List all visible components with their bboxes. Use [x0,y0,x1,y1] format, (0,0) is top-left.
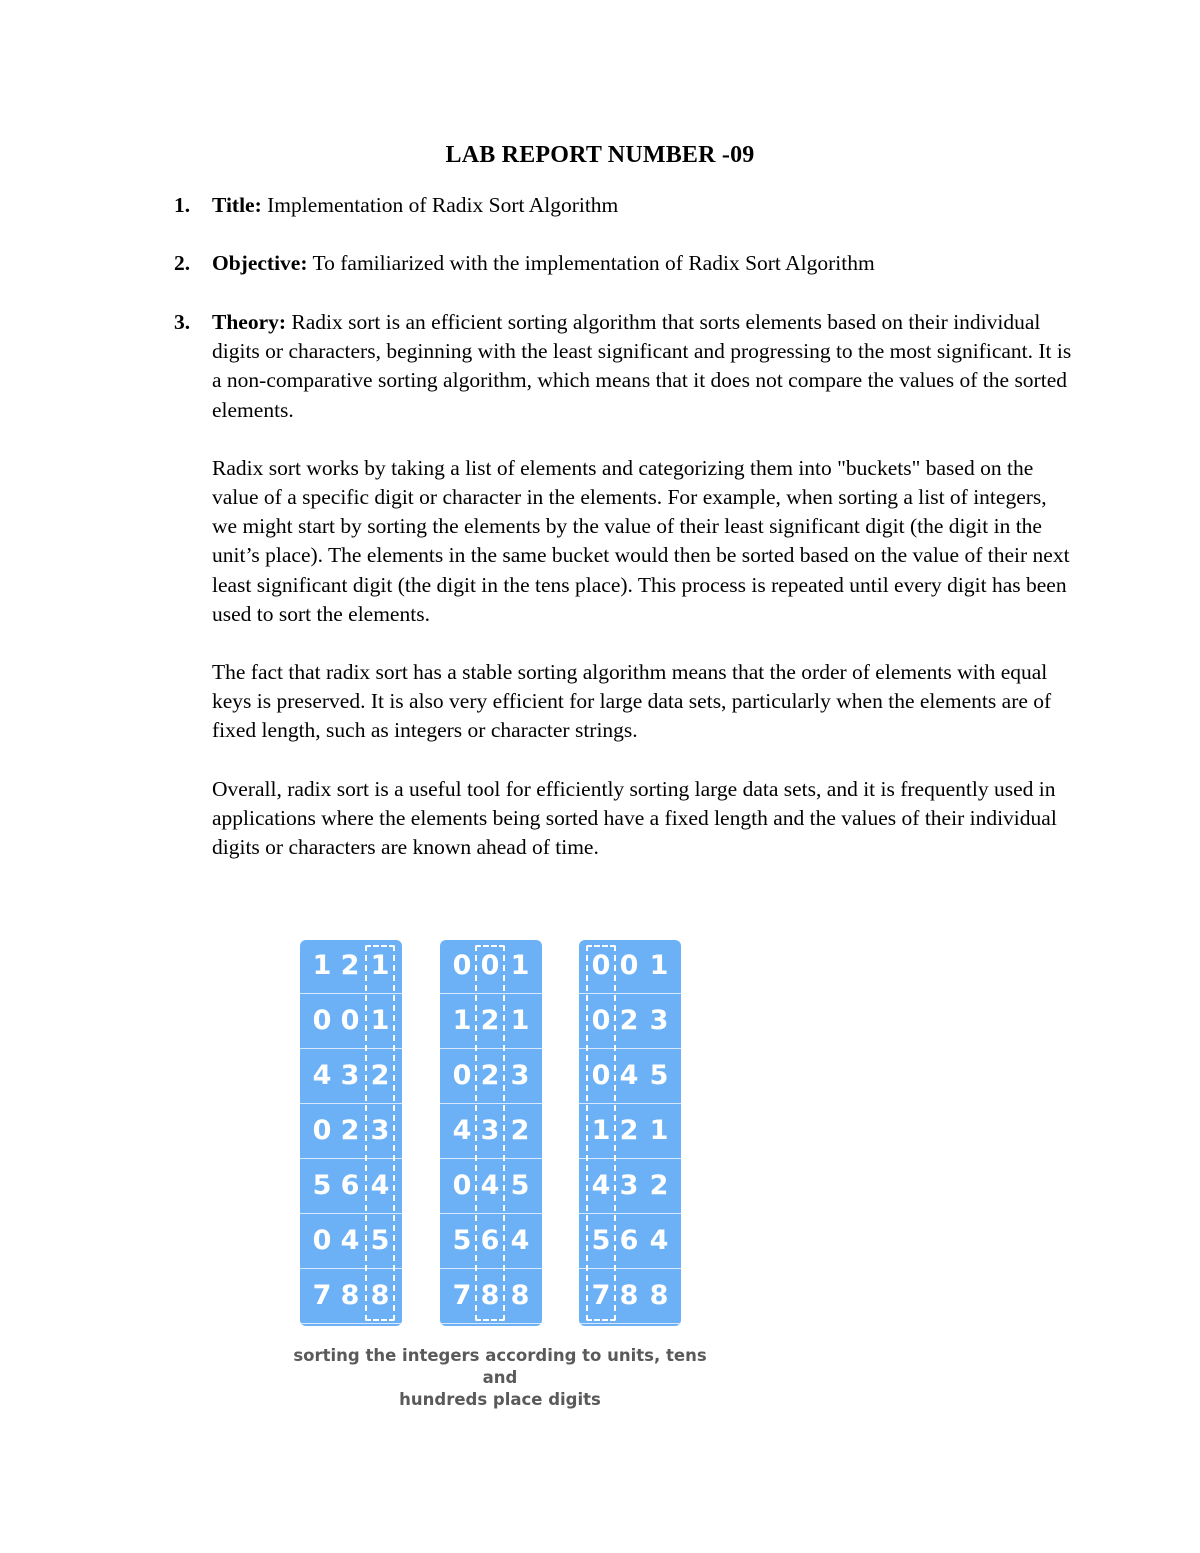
digit: 0 [340,1005,360,1036]
digit: 5 [370,1225,390,1256]
digit: 1 [312,950,332,981]
section-label: Title: [212,193,262,217]
digit: 2 [649,1170,669,1201]
digit: 0 [591,1060,611,1091]
digit: 8 [370,1280,390,1311]
digit: 6 [480,1225,500,1256]
digit-column [300,940,402,1326]
digit: 8 [619,1280,639,1311]
theory-paragraph: Radix sort works by taking a list of elements and categorizing them into "buckets" based on the value of a specific digit or character in the elements. For example, when sorting a list of integers, we might start by sorting the elements by the value of their least significant digit (the digit in the unit’s place). The elements in the same bucket would then be sorted based on the value of their next least significant digit (the digit in the tens place). This process is repeated until every digit has been used to sort the elements. [212,455,1070,626]
digit: 1 [591,1115,611,1146]
digit: 2 [619,1115,639,1146]
digit: 5 [312,1170,332,1201]
digit: 3 [340,1060,360,1091]
digit: 2 [619,1005,639,1036]
digit: 5 [591,1225,611,1256]
section-objective [174,249,1074,278]
digit: 5 [510,1170,530,1201]
digit: 0 [591,1005,611,1036]
digit: 4 [452,1115,472,1146]
digit: 5 [649,1060,669,1091]
digit: 0 [452,1060,472,1091]
section-number: 1. [174,193,191,217]
digit: 3 [649,1005,669,1036]
digit: 4 [340,1225,360,1256]
digit: 0 [312,1005,332,1036]
digit: 4 [649,1225,669,1256]
digit: 0 [480,950,500,981]
digit: 0 [312,1225,332,1256]
digit: 4 [591,1170,611,1201]
digit: 2 [480,1005,500,1036]
digit: 3 [370,1115,390,1146]
section-text: Implementation of Radix Sort Algorithm [261,193,619,217]
digit: 3 [619,1170,639,1201]
section-text: To familiarized with the implementation of Radix Sort Algorithm [307,251,875,275]
digit: 2 [340,950,360,981]
digit: 5 [452,1225,472,1256]
digit: 1 [452,1005,472,1036]
digit: 7 [452,1280,472,1311]
digit: 7 [591,1280,611,1311]
caption-line: hundreds place digits [399,1390,601,1409]
digit: 8 [649,1280,669,1311]
theory-paragraph: Overall, radix sort is a useful tool for efficiently sorting large data sets, and it is frequently used in applications where the elements being sorted have a fixed length and the values of their individual digits or characters are known ahead of time. [212,776,1057,860]
digit-column [579,940,681,1326]
digit: 0 [619,950,639,981]
digit: 1 [370,1005,390,1036]
section-number: 3. [174,310,191,334]
digit: 1 [370,950,390,981]
digit: 0 [452,950,472,981]
digit: 1 [510,1005,530,1036]
digit: 0 [452,1170,472,1201]
digit: 0 [591,950,611,981]
section-theory [174,308,1074,862]
digit: 2 [340,1115,360,1146]
digit: 7 [312,1280,332,1311]
section-number: 2. [174,251,191,275]
digit: 8 [480,1280,500,1311]
digit: 2 [510,1115,530,1146]
place-highlight [475,945,505,1321]
section-title [174,191,1074,220]
digit: 6 [619,1225,639,1256]
digit-column [440,940,542,1326]
digit: 4 [480,1170,500,1201]
digit: 2 [480,1060,500,1091]
digit: 4 [312,1060,332,1091]
section-label: Theory: [212,310,287,334]
digit: 4 [510,1225,530,1256]
digit: 1 [649,1115,669,1146]
digit: 0 [312,1115,332,1146]
caption-line: sorting the integers according to units, tens and [293,1346,707,1387]
digit: 3 [510,1060,530,1091]
radix-sort-figure [293,940,707,1409]
section-label: Objective: [212,251,308,275]
digit: 8 [510,1280,530,1311]
digit: 3 [480,1115,500,1146]
digit: 4 [370,1170,390,1201]
digit: 4 [619,1060,639,1091]
figure-caption [290,1345,710,1411]
digit: 1 [510,950,530,981]
section-text: Radix sort is an efficient sorting algorithm that sorts elements based on their individual digits or characters, beginning with the least significant and progressing to the most significant. It is a non-comparative sorting algorithm, which means that it does not compare the values of the sorted elements. [212,310,1072,422]
place-highlight [586,945,616,1321]
theory-paragraph: The fact that radix sort has a stable sorting algorithm means that the order of elements with equal keys is preserved. It is also very efficient for large data sets, particularly when the elements are of fixed length, such as integers or character strings. [212,660,1052,743]
digit: 6 [340,1170,360,1201]
digit: 2 [370,1060,390,1091]
report-title: LAB REPORT NUMBER -09 [445,142,755,168]
digit: 8 [340,1280,360,1311]
place-highlight [365,945,395,1321]
digit: 1 [649,950,669,981]
